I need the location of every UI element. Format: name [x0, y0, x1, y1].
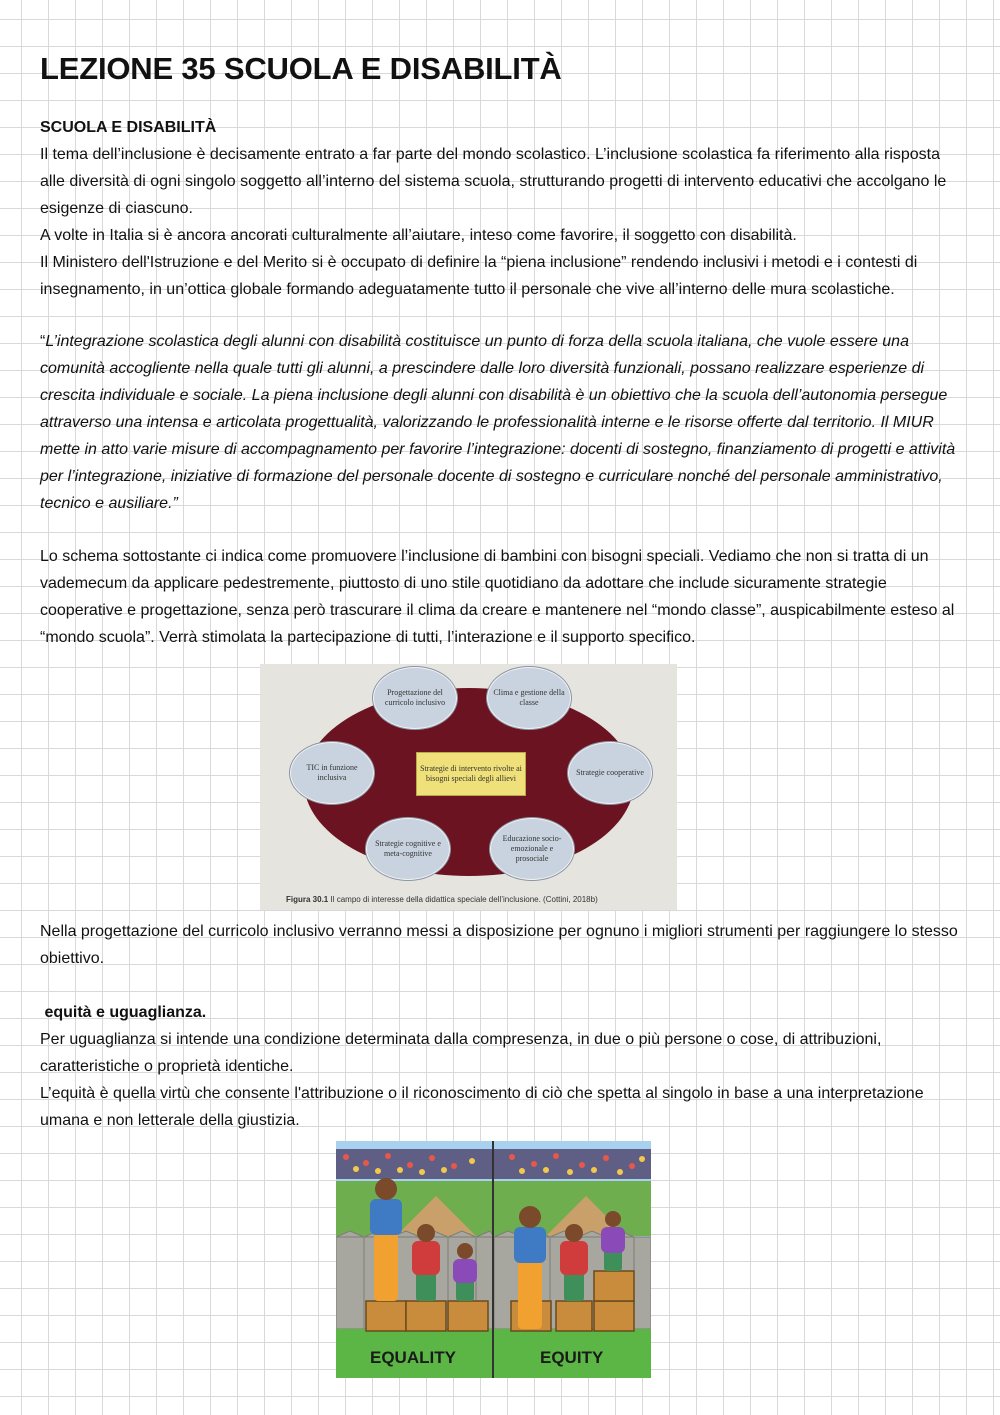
node-clima: Clima e gestione della classe [487, 667, 571, 729]
paragraph: A volte in Italia si è ancora ancorati culturalmente all’aiutare, inteso come favorire, il soggetto con disabilità. [40, 227, 797, 244]
page-title: LEZIONE 35 SCUOLA E DISABILITÀ [40, 51, 562, 86]
figure-caption-text: Il campo di interesse della didattica speciale dell’inclusione. (Cottini, 2018b) [330, 895, 598, 904]
section-heading: SCUOLA E DISABILITÀ [40, 119, 217, 136]
quote-block [40, 328, 960, 517]
node-cooperative: Strategie cooperative [568, 742, 652, 804]
node-progettazione: Progettazione del curricolo inclusivo [373, 667, 457, 729]
equality-label: EQUALITY [370, 1348, 456, 1367]
illustration-graphic [336, 1141, 651, 1378]
curricolo-paragraph-block [40, 918, 960, 972]
paragraph: Lo schema sottostante ci indica come promuovere l’inclusione di bambini con bisogni speciali. Vediamo che non si tratta di un vademecum da applicare pedestremente, piuttosto di uno stile quotidiano da adottare che include sicuramente strategie cooperative e progettazione, senza però trascurare il clima da creare e mantenere nel “mondo classe”, auspicabilmente esteso al “mondo scuola”. Verrà stimolata la partecipazione di tutti, l’interazione e il supporto specifico. [40, 548, 955, 646]
figure-caption [286, 895, 598, 904]
quote-text: L’integrazione scolastica degli alunni con disabilità costituisce un punto di forza della scuola italiana, che vuole essere una comunità accogliente nella quale tutti gli alunni, a prescindere dalle loro diversità funzionali, possano realizzare esperienze di crescita individuale e sociale. La piena inclusione degli alunni con disabilità è un obiettivo che la scuola dell’autonomia persegue attraverso una intensa e articolata progettualità, valorizzando le professionalità interne e le risorse offerte dal territorio. Il MIUR mette in atto varie misure di accompagnamento per favorire l’integrazione: docenti di sostegno, finanziamento di progetti e attività per l’integrazione, iniziative di formazione del personale docente di sostegno e curriculare nonché del personale amministrativo, tecnico e ausiliare.” [40, 333, 956, 512]
diagram-center-box: Strategie di intervento rivolte ai bisogni speciali degli allievi [416, 752, 526, 796]
paragraph: Nella progettazione del curricolo inclusivo verranno messi a disposizione per ognuno i migliori strumenti per raggiungere lo stesso obiettivo. [40, 923, 958, 967]
section-intro [40, 114, 960, 303]
paragraph: L’equità è quella virtù che consente l'attribuzione o il riconoscimento di ciò che spetta al singolo in base a una interpretazione umana e non letterale della giustizia. [40, 1085, 924, 1129]
section-equity [40, 999, 960, 1134]
section-heading: equità e uguaglianza. [40, 1004, 207, 1021]
paragraph: Per uguaglianza si intende una condizione determinata dalla compresenza, in due o più persone o cose, di attribuzioni, caratteristiche o proprietà identiche. [40, 1031, 882, 1075]
quote-open-mark: “ [40, 333, 46, 350]
figure-caption-label: Figura 30.1 [286, 895, 329, 904]
equality-equity-illustration [336, 1141, 651, 1378]
paragraph: Il Ministero dell'Istruzione e del Merito si è occupato di definire la “piena inclusione” rendendo inclusivi i metodi e i contesti di insegnamento, in un’ottica globale formando adeguatamente tutto il personale che vive all’interno delle mura scolastiche. [40, 254, 918, 298]
node-tic: TIC in funzione inclusiva [290, 742, 374, 804]
paragraph: Il tema dell’inclusione è decisamente entrato a far parte del mondo scolastico. L’inclusione scolastica fa riferimento alla risposta alle diversità di ogni singolo soggetto all’interno del sistema scuola, strutturando progetti di intervento educativi che accolgano le esigenze di ciascuno. [40, 146, 947, 217]
schema-paragraph-block [40, 543, 960, 651]
inclusion-diagram-figure [260, 664, 677, 910]
node-educazione: Educazione socio-emozionale e prosociale [490, 818, 574, 880]
node-cognitive: Strategie cognitive e meta-cognitive [366, 818, 450, 880]
equity-label: EQUITY [540, 1348, 604, 1367]
